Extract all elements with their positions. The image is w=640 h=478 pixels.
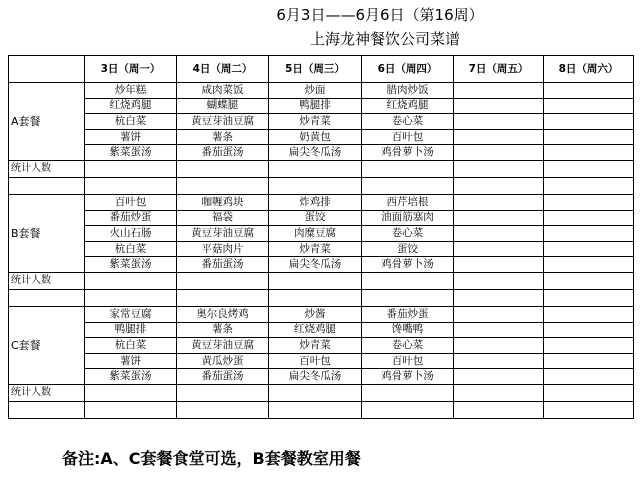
dish-cell	[454, 129, 544, 145]
dish-cell	[544, 338, 634, 354]
dish-cell: 黄豆芽油豆腐	[177, 226, 269, 242]
table-row	[9, 194, 634, 210]
stat-cell	[177, 384, 269, 401]
dish-cell	[454, 83, 544, 99]
dish-cell	[454, 338, 544, 354]
dish-cell: 炸鸡排	[269, 194, 362, 210]
blank-cell	[454, 177, 544, 194]
menu-date-range: 6月3日——6月6日（第16周）	[276, 6, 484, 24]
dish-cell	[544, 194, 634, 210]
table-row	[9, 338, 634, 354]
dish-cell: 鸡骨萝卜汤	[362, 369, 454, 385]
blank-cell	[362, 401, 454, 418]
spacer-row	[9, 401, 634, 418]
table-row	[9, 114, 634, 130]
header-day: 3日（周一）	[85, 56, 177, 83]
dish-cell	[454, 257, 544, 273]
dish-cell: 紫菜蛋汤	[85, 369, 177, 385]
dish-cell: 红烧鸡腿	[362, 98, 454, 114]
dish-cell	[454, 241, 544, 257]
dish-cell: 炒面	[269, 83, 362, 99]
dish-cell	[544, 145, 634, 161]
dish-cell: 炒酱	[269, 306, 362, 322]
stat-cell	[454, 384, 544, 401]
blank-cell	[85, 177, 177, 194]
set-name: A套餐	[9, 83, 85, 161]
dish-cell: 番茄蛋汤	[177, 145, 269, 161]
table-row	[9, 210, 634, 226]
blank-cell	[269, 177, 362, 194]
stat-cell	[177, 160, 269, 177]
menu-title: 上海龙神餐饮公司菜谱	[309, 30, 460, 48]
table-row	[9, 322, 634, 338]
dish-cell: 番茄炒蛋	[85, 210, 177, 226]
dish-cell: 黄豆芽油豆腐	[177, 338, 269, 354]
blank-cell	[454, 401, 544, 418]
spacer-row	[9, 289, 634, 306]
dish-cell: 咖喱鸡块	[177, 194, 269, 210]
dish-cell: 鸭腿排	[269, 98, 362, 114]
dish-cell	[544, 114, 634, 130]
dish-cell: 杭白菜	[85, 338, 177, 354]
blank-cell	[454, 289, 544, 306]
dish-cell: 卷心菜	[362, 226, 454, 242]
stat-cell	[177, 272, 269, 289]
header-row	[9, 56, 634, 83]
dish-cell: 肉糜豆腐	[269, 226, 362, 242]
stat-label: 统计人数	[9, 384, 85, 401]
blank-cell	[9, 289, 85, 306]
dish-cell: 卷心菜	[362, 338, 454, 354]
dish-cell	[544, 369, 634, 385]
table-row	[9, 98, 634, 114]
table-row	[9, 257, 634, 273]
dish-cell: 黄瓜炒蛋	[177, 353, 269, 369]
table-row	[9, 226, 634, 242]
stat-cell	[85, 272, 177, 289]
stat-cell	[362, 272, 454, 289]
header-day: 8日（周六）	[544, 56, 634, 83]
dish-cell	[454, 145, 544, 161]
dish-cell: 蝴蝶腿	[177, 98, 269, 114]
dish-cell: 百叶包	[269, 353, 362, 369]
stat-cell	[85, 160, 177, 177]
spacer-row	[9, 177, 634, 194]
blank-cell	[544, 401, 634, 418]
dish-cell: 炒年糕	[85, 83, 177, 99]
dish-cell: 福袋	[177, 210, 269, 226]
dish-cell: 炒青菜	[269, 241, 362, 257]
dish-cell	[454, 114, 544, 130]
header-day: 6日（周四）	[362, 56, 454, 83]
dish-cell	[544, 210, 634, 226]
blank-cell	[177, 401, 269, 418]
blank-cell	[269, 289, 362, 306]
stat-cell	[544, 272, 634, 289]
table-row	[9, 306, 634, 322]
blank-cell	[362, 289, 454, 306]
dish-cell: 扁尖冬瓜汤	[269, 369, 362, 385]
dish-cell: 薯饼	[85, 353, 177, 369]
dish-cell: 蛋饺	[269, 210, 362, 226]
dish-cell: 鸡骨萝卜汤	[362, 257, 454, 273]
dish-cell: 番茄蛋汤	[177, 257, 269, 273]
dish-cell: 鸡骨萝卜汤	[362, 145, 454, 161]
dish-cell	[544, 241, 634, 257]
dish-cell	[544, 98, 634, 114]
dish-cell: 紫菜蛋汤	[85, 145, 177, 161]
set-name: C套餐	[9, 306, 85, 384]
dish-cell: 炒青菜	[269, 114, 362, 130]
dish-cell: 咸肉菜饭	[177, 83, 269, 99]
header-day: 7日（周五）	[454, 56, 544, 83]
dish-cell	[544, 322, 634, 338]
dish-cell: 薯条	[177, 322, 269, 338]
dish-cell	[454, 369, 544, 385]
stat-cell	[454, 272, 544, 289]
stat-label: 统计人数	[9, 160, 85, 177]
stat-cell	[269, 160, 362, 177]
stat-row	[9, 272, 634, 289]
dish-cell: 黄豆芽油豆腐	[177, 114, 269, 130]
blank-cell	[9, 401, 85, 418]
blank-cell	[269, 401, 362, 418]
dish-cell: 紫菜蛋汤	[85, 257, 177, 273]
dish-cell: 火山石肠	[85, 226, 177, 242]
menu-note: 备注:A、C套餐食堂可选，B套餐教室用餐	[62, 449, 361, 468]
header-day: 4日（周二）	[177, 56, 269, 83]
blank-cell	[544, 177, 634, 194]
dish-cell	[544, 226, 634, 242]
dish-cell: 蛋饺	[362, 241, 454, 257]
dish-cell: 馋嘴鸭	[362, 322, 454, 338]
dish-cell: 番茄蛋汤	[177, 369, 269, 385]
stat-row	[9, 160, 634, 177]
dish-cell	[454, 226, 544, 242]
stat-row	[9, 384, 634, 401]
header-corner	[9, 56, 85, 83]
dish-cell	[454, 210, 544, 226]
stat-cell	[544, 384, 634, 401]
dish-cell	[544, 353, 634, 369]
dish-cell: 扁尖冬瓜汤	[269, 257, 362, 273]
stat-cell	[362, 160, 454, 177]
dish-cell: 西芹培根	[362, 194, 454, 210]
dish-cell	[454, 353, 544, 369]
dish-cell: 平菇肉片	[177, 241, 269, 257]
dish-cell: 红烧鸡腿	[269, 322, 362, 338]
dish-cell: 薯饼	[85, 129, 177, 145]
table-row	[9, 241, 634, 257]
stat-cell	[85, 384, 177, 401]
table-row	[9, 145, 634, 161]
stat-cell	[269, 272, 362, 289]
dish-cell	[454, 98, 544, 114]
dish-cell: 奥尔良烤鸡	[177, 306, 269, 322]
dish-cell: 炒青菜	[269, 338, 362, 354]
header-day: 5日（周三）	[269, 56, 362, 83]
blank-cell	[177, 289, 269, 306]
dish-cell	[544, 83, 634, 99]
dish-cell: 杭白菜	[85, 241, 177, 257]
dish-cell: 百叶包	[362, 353, 454, 369]
dish-cell: 百叶包	[362, 129, 454, 145]
blank-cell	[362, 177, 454, 194]
dish-cell: 卷心菜	[362, 114, 454, 130]
stat-cell	[454, 160, 544, 177]
dish-cell: 红烧鸡腿	[85, 98, 177, 114]
table-row	[9, 353, 634, 369]
dish-cell: 百叶包	[85, 194, 177, 210]
stat-cell	[544, 160, 634, 177]
table-row	[9, 83, 634, 99]
menu-table	[8, 55, 634, 419]
dish-cell	[544, 306, 634, 322]
blank-cell	[85, 289, 177, 306]
dish-cell	[454, 306, 544, 322]
dish-cell	[544, 257, 634, 273]
dish-cell: 扁尖冬瓜汤	[269, 145, 362, 161]
table-row	[9, 129, 634, 145]
stat-cell	[269, 384, 362, 401]
dish-cell: 腊肉炒饭	[362, 83, 454, 99]
set-name: B套餐	[9, 194, 85, 272]
dish-cell: 鸭腿排	[85, 322, 177, 338]
blank-cell	[544, 289, 634, 306]
dish-cell	[454, 194, 544, 210]
stat-label: 统计人数	[9, 272, 85, 289]
blank-cell	[9, 177, 85, 194]
table-row	[9, 369, 634, 385]
blank-cell	[85, 401, 177, 418]
dish-cell	[544, 129, 634, 145]
dish-cell: 奶黄包	[269, 129, 362, 145]
dish-cell: 薯条	[177, 129, 269, 145]
stat-cell	[362, 384, 454, 401]
dish-cell: 番茄炒蛋	[362, 306, 454, 322]
dish-cell: 杭白菜	[85, 114, 177, 130]
dish-cell: 家常豆腐	[85, 306, 177, 322]
dish-cell	[454, 322, 544, 338]
blank-cell	[177, 177, 269, 194]
dish-cell: 油面筋塞肉	[362, 210, 454, 226]
